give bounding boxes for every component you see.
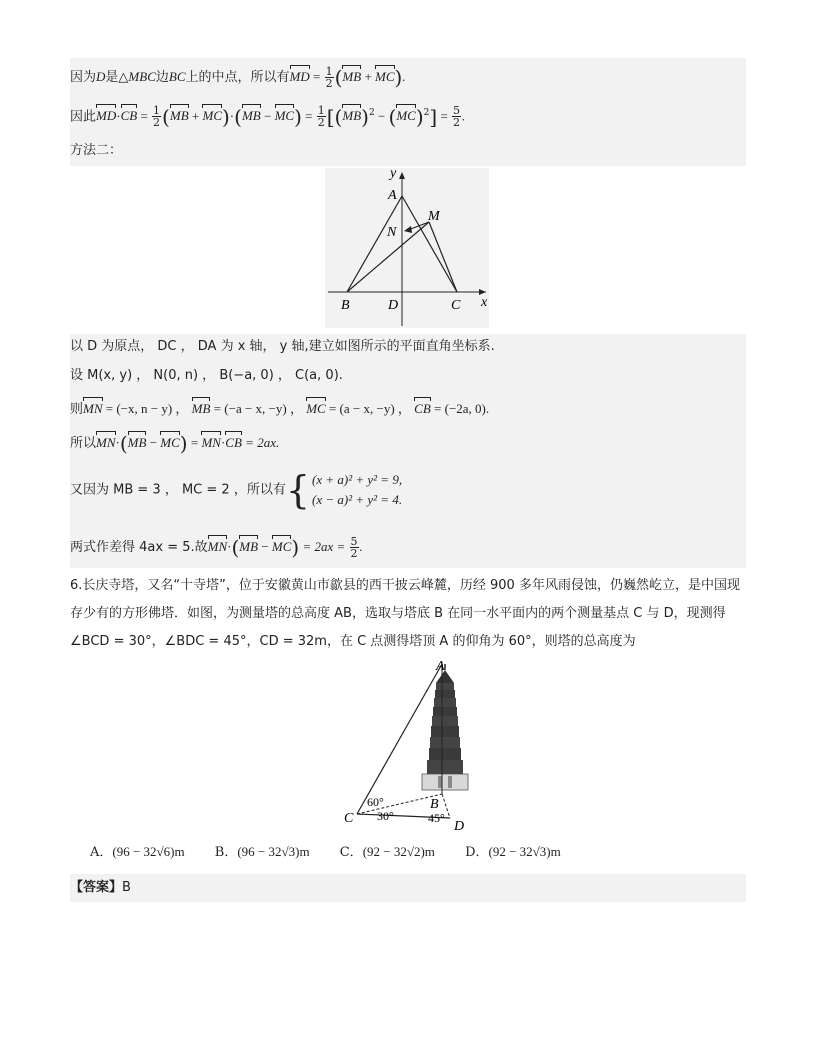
figure-pagoda — [70, 660, 746, 836]
vector-CB: CB — [225, 435, 242, 450]
label-M: M — [428, 209, 440, 224]
solution-line-6 — [70, 390, 746, 424]
exponent: 2 — [423, 108, 430, 118]
math-op: − — [374, 108, 389, 124]
pagoda-base — [422, 774, 468, 790]
pagoda-tier — [435, 690, 455, 698]
math-op: . — [359, 539, 363, 554]
fraction — [452, 105, 461, 128]
choice-B[interactable] — [215, 840, 310, 865]
math-var: D — [96, 69, 106, 84]
solution-line-8 — [70, 462, 746, 524]
label-y: y — [390, 166, 397, 181]
fraction — [152, 105, 161, 128]
math-op: = — [137, 108, 152, 124]
answer-line — [70, 874, 746, 902]
denominator: 2 — [325, 77, 333, 90]
text: 所以 — [70, 436, 97, 451]
math-op: = — [437, 108, 452, 124]
label-D: D — [388, 298, 399, 313]
vector-MC: MC — [202, 108, 222, 124]
vector-MC: MC — [375, 69, 395, 84]
angle-30: 30° — [377, 809, 394, 823]
vector-MN: MN — [207, 539, 228, 554]
text: 因为 — [70, 70, 97, 85]
solution-line-2: 因此MD·CB = $\frac{1}{2}$ (MB + MC)·(MB − MC) = $\frac{1}{2}$ [(MB)$^2$ − (MC)$^2$] = $\frac{5}{2}$ . — [70, 96, 746, 136]
label-C: C — [344, 811, 354, 826]
label-N: N — [387, 225, 397, 240]
vector-MB: MB — [127, 435, 147, 450]
math-op: · — [229, 108, 235, 124]
equation-1: (x + a)² + y² = 9, — [312, 472, 403, 487]
equation-system: { (x + a)² + y² = 9, (x − a)² + y² = 4. — [285, 468, 403, 512]
denominator: 2 — [317, 116, 325, 130]
text: 又因为 MB = 3 ， MC = 2 ，所以有 — [70, 482, 286, 498]
vector-MB: MB — [169, 108, 189, 124]
document-page — [70, 58, 746, 902]
pagoda-tier — [427, 760, 463, 774]
math-op: = — [309, 69, 324, 84]
vector-MN: MN — [83, 401, 103, 416]
label-B: B — [341, 298, 350, 313]
angle-60: 60° — [367, 795, 384, 809]
label-D: D — [454, 819, 465, 834]
vector-CB: CB — [120, 108, 138, 124]
label-C: C — [451, 298, 461, 313]
choice-text: (96 − 32√3)m — [237, 844, 310, 859]
vector-MD: MD — [289, 69, 310, 84]
label-B: B — [430, 797, 439, 812]
math-op: · — [116, 108, 121, 124]
math-op: + — [361, 69, 376, 84]
pagoda-tier — [429, 748, 461, 760]
pagoda-door — [438, 776, 442, 788]
choice-text: (96 − 32√6)m — [112, 844, 185, 859]
text: 是 — [105, 70, 119, 85]
vector-MB: MB — [239, 539, 259, 554]
math-op: . — [402, 69, 406, 84]
solution-line-1: 因为D是△MBC边BC上的中点，所以有MD = $\frac{1}{2}$ (MB + MC). — [70, 58, 746, 96]
pagoda-door — [448, 776, 452, 788]
figure-background — [325, 168, 489, 328]
numerator: 1 — [153, 104, 161, 118]
vector-MC: MC — [271, 539, 292, 554]
vector-MB: MB — [342, 108, 362, 124]
text: 上的中点，所以有 — [185, 70, 290, 85]
segment-CA — [357, 664, 442, 814]
math-expr: = (a − x, −y) ， — [325, 401, 415, 416]
vector-MB: MB — [241, 108, 261, 124]
angle-45: 45° — [428, 811, 445, 825]
choice-A[interactable] — [90, 840, 185, 865]
choice-text: (92 − 32√2)m — [362, 844, 435, 859]
math-expr: = 2ax. — [241, 435, 280, 450]
vector-MC: MC — [306, 401, 326, 416]
pagoda-tier — [431, 726, 459, 737]
math-op: − — [260, 108, 275, 124]
text: 因此 — [70, 109, 97, 125]
choice-C[interactable] — [340, 840, 435, 865]
text: 两式作差得 4ax = 5.故 — [70, 540, 208, 555]
problem-6-text: 6.长庆寺塔，又名“十寺塔”，位于安徽黄山市歙县的西干披云峰麓，历经 900 多年风雨侵蚀，仍巍然屹立，是中国现存少有的方形佛塔．如图，为测量塔的总高度 AB，选取与塔底 B 在同一水平面内的两个测量基点 C 与 D，现测得 ∠BCD = 30°，∠BDC = 45°，CD = 32m，在 C 点测得塔顶 A 的仰角为 60°，则塔的总高度为 — [70, 578, 740, 649]
vector-MD: MD — [96, 108, 117, 124]
solution-line-4 — [70, 334, 746, 360]
math-op: = — [301, 108, 316, 124]
choice-letter: A． — [90, 845, 113, 860]
fraction — [317, 105, 326, 128]
vector-MC: MC — [274, 108, 295, 124]
text: 则 — [70, 402, 84, 417]
label-A: A — [388, 188, 397, 203]
label-A: A — [436, 660, 445, 674]
solution-line-3 — [70, 136, 746, 166]
math-expr: = 2ax = — [299, 539, 349, 554]
text: 边 — [155, 70, 169, 85]
numerator: 1 — [317, 104, 325, 118]
answer-value: B — [122, 880, 131, 895]
choice-D[interactable] — [465, 840, 561, 865]
math-expr: = (−a − x, −y) ， — [210, 401, 307, 416]
vector-CB: CB — [414, 401, 431, 416]
solution-line-7: 所以MN·(MB − MC) = MN·CB = 2ax. — [70, 424, 746, 462]
pagoda-tier — [433, 707, 457, 716]
answer-choices — [70, 840, 746, 870]
fraction — [350, 536, 359, 559]
vector-MN: MN — [201, 435, 221, 450]
equation-2: (x − a)² + y² = 4. — [312, 492, 403, 507]
numerator: 5 — [350, 535, 358, 548]
pagoda-tier — [430, 737, 460, 748]
pagoda-tier — [432, 716, 458, 726]
text: 设 M(x, y) ， N(0, n) ， B(−a, 0) ， C(a, 0). — [70, 368, 343, 383]
solution-line-5 — [70, 360, 746, 390]
math-var: BC — [168, 69, 186, 84]
figure-coordinate-triangle — [70, 166, 746, 332]
exponent: 2 — [368, 108, 375, 118]
numerator: 5 — [453, 104, 461, 118]
denominator: 2 — [453, 116, 461, 130]
math-op: . — [462, 108, 466, 124]
choice-letter: D． — [465, 845, 489, 860]
vector-MC: MC — [160, 435, 180, 450]
label-x: x — [481, 295, 488, 310]
method-heading: 方法二： — [70, 143, 123, 158]
choice-letter: B． — [214, 845, 238, 860]
math-expr: = (−x, n − y) ， — [102, 401, 192, 416]
denominator: 2 — [350, 547, 358, 560]
vector-MN: MN — [96, 435, 116, 450]
solution-line-9: 两式作差得 4ax = 5.故MN·(MB − MC) = 2ax = $\frac{5}{2}$ . — [70, 524, 746, 568]
math-expr: = (−2a, 0). — [430, 401, 490, 416]
vector-MC: MC — [396, 108, 416, 124]
math-op: + — [188, 108, 203, 124]
pagoda-diagram — [70, 660, 746, 836]
pagoda-tier — [436, 683, 454, 690]
pagoda-illustration — [422, 664, 468, 790]
fraction — [325, 66, 334, 89]
vector-MB: MB — [342, 69, 362, 84]
math-var: △MBC — [118, 69, 156, 84]
coordinate-diagram — [70, 166, 746, 332]
choice-letter: C． — [339, 845, 363, 860]
pagoda-tier — [434, 698, 456, 707]
answer-label: 【答案】 — [70, 880, 123, 895]
denominator: 2 — [153, 116, 161, 130]
choice-text: (92 − 32√3)m — [488, 844, 561, 859]
vector-MB: MB — [191, 401, 211, 416]
numerator: 1 — [325, 65, 333, 78]
text: 以 D 为原点， DC ， DA 为 x 轴， y 轴,建立如图所示的平面直角坐标系. — [70, 339, 495, 354]
